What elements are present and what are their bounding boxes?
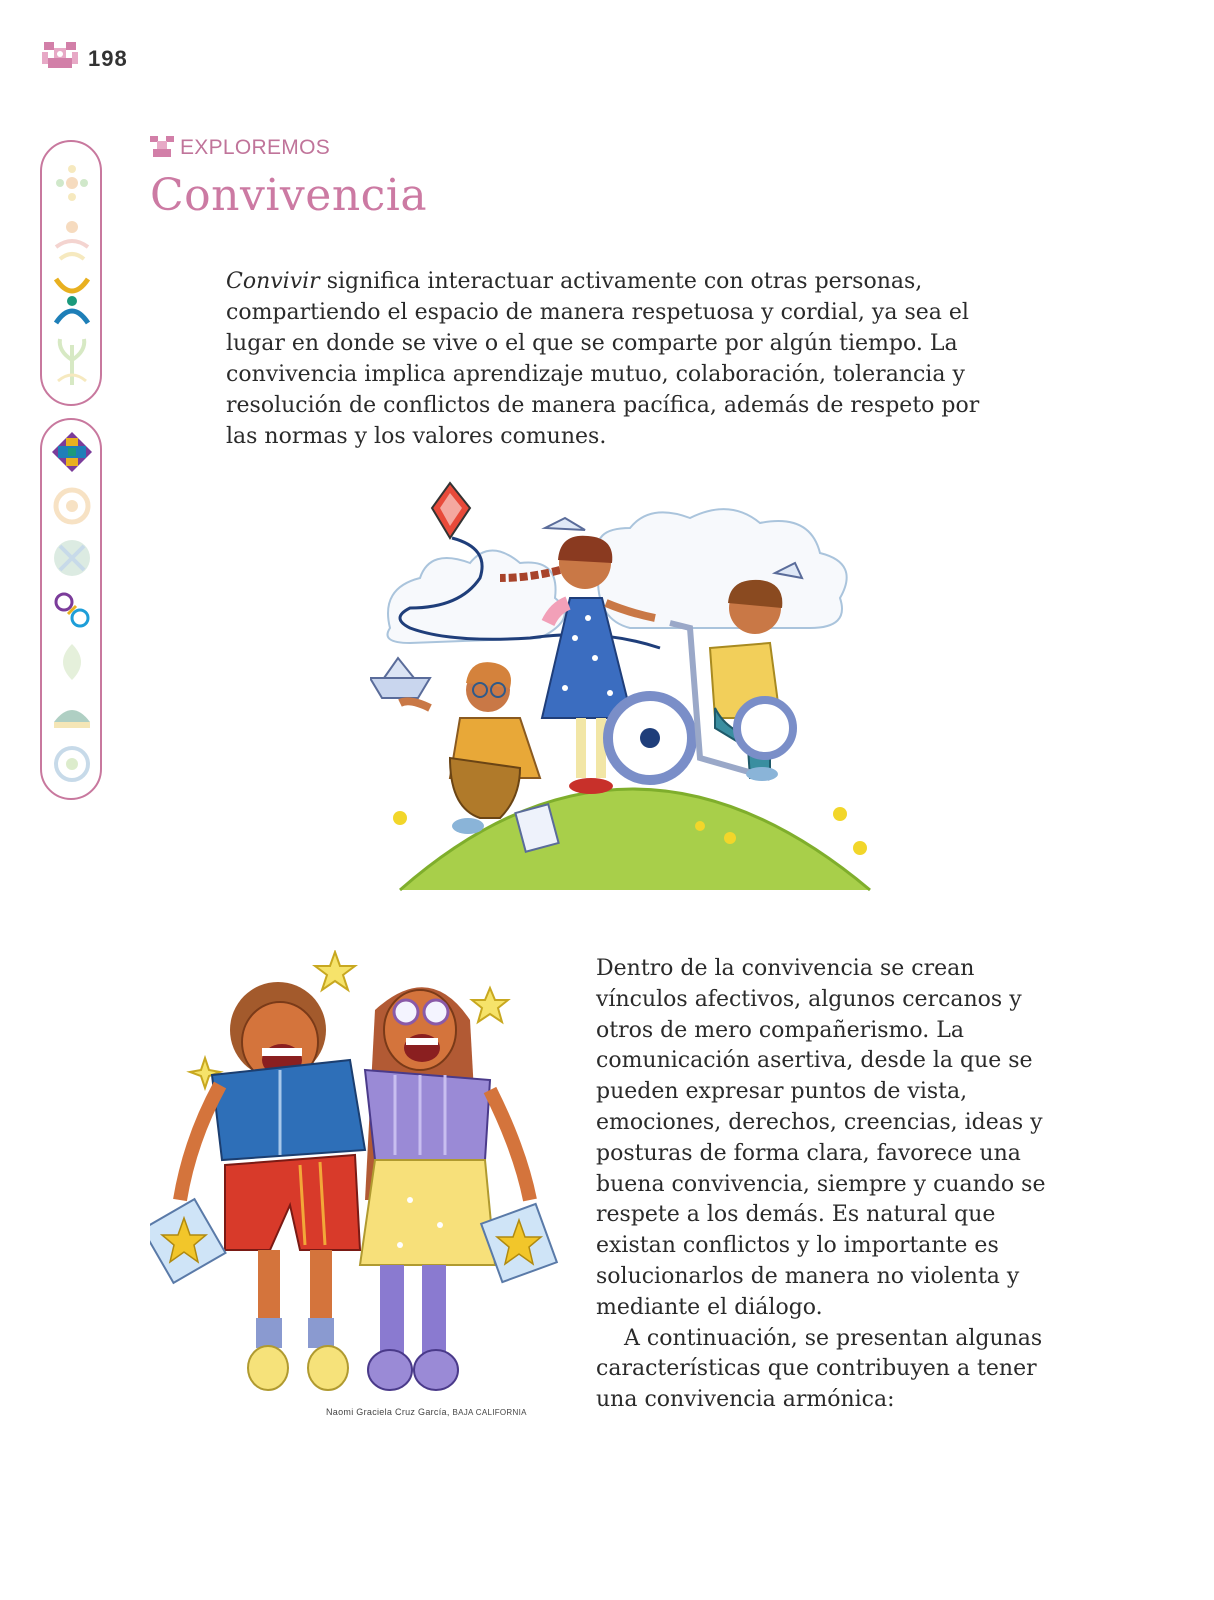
leaf-icon: [63, 644, 81, 680]
plant-icon: [58, 339, 86, 385]
page-title: Convivencia: [150, 170, 428, 221]
flower-icon: [56, 165, 88, 201]
link-rings-icon: [56, 594, 88, 626]
cross-diamond-icon: [52, 432, 92, 472]
page-number: 198: [88, 46, 128, 71]
glyph-logo-icon: [40, 38, 80, 74]
section-label: EXPLOREMOS: [180, 136, 331, 159]
body-paragraph-2: A continuación, se presentan algunas características que contribuyen a tener una convivencia armónica:: [596, 1325, 1043, 1413]
children-on-hill-illustration: [370, 478, 880, 893]
circle-swirl-icon: [56, 748, 88, 780]
body-paragraph-1: Dentro de la convivencia se crean vínculos afectivos, algunos cercanos y otros de mero compañerismo. La comunicación asertiva, desde la que se pueden expresar puntos de vista, emociones, derechos, creencias, ideas y posturas de forma clara, favorece una buena convivencia, siempre y cuando se respete a los demás. Es natural que existan conflictos y lo importante es solucionarlos de manera no violenta y mediante el diálogo.: [596, 956, 1046, 1320]
friends-laughing-illustration: [150, 950, 562, 1402]
credit-artist: Naomi Graciela Cruz García,: [326, 1407, 450, 1417]
spiral-icon: [56, 490, 88, 522]
section-glyph-icon: [148, 134, 176, 160]
intro-paragraph: [226, 266, 1006, 452]
intro-term: Convivir: [226, 269, 320, 294]
credit-region: BAJA CALIFORNIA: [452, 1408, 527, 1417]
illustration-credit: [326, 1407, 527, 1417]
sidebar-bottom-icons: [50, 430, 94, 790]
intro-text: significa interactuar activamente con otras personas, compartiendo el espacio de manera respetuosa y cordial, ya sea el lugar en donde se vive o el que se comparte por algún tiempo. La convivencia implica aprendizaje mutuo, colaboración, tolerancia y resolución de conflictos de manera pacífica, además de respeto por las normas y los valores comunes.: [226, 269, 980, 449]
square-x-icon: [54, 540, 90, 576]
linked-figure-icon: [56, 279, 88, 323]
body-paragraphs: [596, 954, 1066, 1416]
person-icon: [56, 221, 88, 259]
hill-icon: [54, 710, 90, 728]
sidebar-top-icons: [52, 155, 92, 395]
